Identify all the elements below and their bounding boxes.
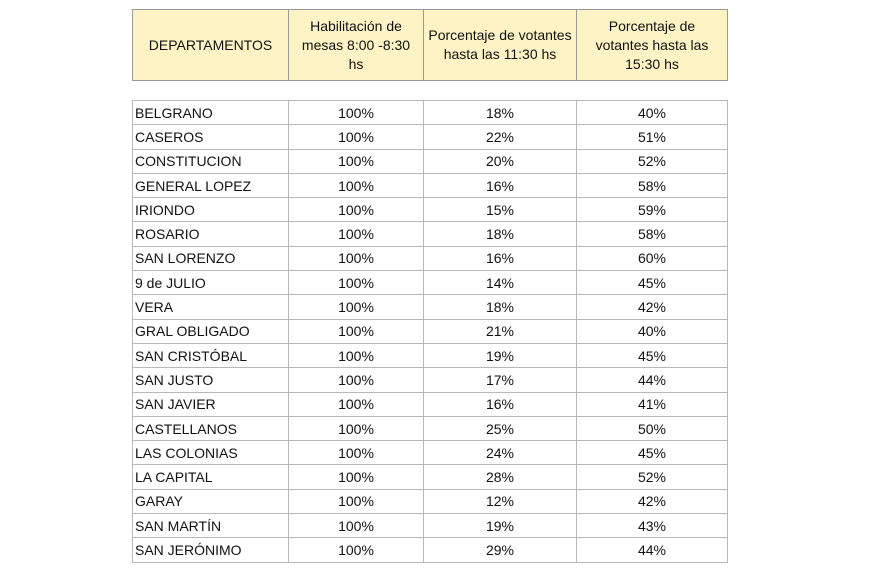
- header-porcentaje-1130: Porcentaje de votantes hasta las 11:30 hs: [424, 10, 577, 81]
- departamento-cell: GENERAL LOPEZ: [133, 173, 289, 197]
- table-row: [133, 441, 728, 465]
- departamento-cell: GRAL OBLIGADO: [133, 319, 289, 343]
- table-row: [133, 271, 728, 295]
- habilitacion-cell: 100%: [289, 149, 424, 173]
- habilitacion-cell: 100%: [289, 538, 424, 562]
- table-row: [133, 319, 728, 343]
- table-row: [133, 149, 728, 173]
- porcentaje-1130-cell: 17%: [424, 368, 577, 392]
- turnout-header-table: [132, 9, 728, 81]
- table-row: [133, 343, 728, 367]
- departamento-cell: SAN JAVIER: [133, 392, 289, 416]
- departamento-cell: BELGRANO: [133, 101, 289, 125]
- turnout-body-table: [132, 100, 728, 563]
- habilitacion-cell: 100%: [289, 173, 424, 197]
- porcentaje-1130-cell: 18%: [424, 222, 577, 246]
- table-row: [133, 465, 728, 489]
- porcentaje-1530-cell: 52%: [577, 465, 728, 489]
- porcentaje-1530-cell: 42%: [577, 489, 728, 513]
- habilitacion-cell: 100%: [289, 416, 424, 440]
- habilitacion-cell: 100%: [289, 392, 424, 416]
- habilitacion-cell: 100%: [289, 465, 424, 489]
- habilitacion-cell: 100%: [289, 222, 424, 246]
- porcentaje-1530-cell: 40%: [577, 319, 728, 343]
- porcentaje-1530-cell: 51%: [577, 125, 728, 149]
- table-row: [133, 392, 728, 416]
- header-departamentos: DEPARTAMENTOS: [133, 10, 289, 81]
- departamento-cell: CASTELLANOS: [133, 416, 289, 440]
- departamento-cell: CONSTITUCION: [133, 149, 289, 173]
- porcentaje-1130-cell: 16%: [424, 173, 577, 197]
- habilitacion-cell: 100%: [289, 271, 424, 295]
- departamento-cell: CASEROS: [133, 125, 289, 149]
- departamento-cell: GARAY: [133, 489, 289, 513]
- departamento-cell: SAN LORENZO: [133, 246, 289, 270]
- table-row: [133, 125, 728, 149]
- turnout-table-container: [132, 9, 727, 563]
- departamento-cell: SAN MARTÍN: [133, 514, 289, 538]
- porcentaje-1530-cell: 41%: [577, 392, 728, 416]
- porcentaje-1530-cell: 44%: [577, 538, 728, 562]
- header-row: [133, 10, 728, 81]
- header-habilitacion: Habilitación de mesas 8:00 -8:30 hs: [289, 10, 424, 81]
- porcentaje-1130-cell: 28%: [424, 465, 577, 489]
- table-row: [133, 368, 728, 392]
- table-gap: [132, 81, 727, 100]
- porcentaje-1130-cell: 19%: [424, 514, 577, 538]
- table-row: [133, 246, 728, 270]
- table-row: [133, 295, 728, 319]
- habilitacion-cell: 100%: [289, 198, 424, 222]
- departamento-cell: IRIONDO: [133, 198, 289, 222]
- porcentaje-1130-cell: 21%: [424, 319, 577, 343]
- table-row: [133, 489, 728, 513]
- porcentaje-1130-cell: 16%: [424, 246, 577, 270]
- porcentaje-1130-cell: 29%: [424, 538, 577, 562]
- porcentaje-1530-cell: 40%: [577, 101, 728, 125]
- table-row: [133, 538, 728, 562]
- table-row: [133, 222, 728, 246]
- porcentaje-1130-cell: 20%: [424, 149, 577, 173]
- porcentaje-1130-cell: 22%: [424, 125, 577, 149]
- departamento-cell: LA CAPITAL: [133, 465, 289, 489]
- departamento-cell: SAN JERÓNIMO: [133, 538, 289, 562]
- habilitacion-cell: 100%: [289, 295, 424, 319]
- habilitacion-cell: 100%: [289, 368, 424, 392]
- porcentaje-1530-cell: 45%: [577, 271, 728, 295]
- porcentaje-1530-cell: 58%: [577, 222, 728, 246]
- porcentaje-1130-cell: 25%: [424, 416, 577, 440]
- departamento-cell: ROSARIO: [133, 222, 289, 246]
- porcentaje-1530-cell: 45%: [577, 441, 728, 465]
- porcentaje-1530-cell: 42%: [577, 295, 728, 319]
- porcentaje-1530-cell: 50%: [577, 416, 728, 440]
- porcentaje-1130-cell: 18%: [424, 295, 577, 319]
- table-row: [133, 416, 728, 440]
- porcentaje-1530-cell: 43%: [577, 514, 728, 538]
- porcentaje-1130-cell: 15%: [424, 198, 577, 222]
- porcentaje-1130-cell: 12%: [424, 489, 577, 513]
- porcentaje-1530-cell: 52%: [577, 149, 728, 173]
- departamento-cell: VERA: [133, 295, 289, 319]
- habilitacion-cell: 100%: [289, 125, 424, 149]
- table-row: [133, 101, 728, 125]
- table-row: [133, 514, 728, 538]
- table-body: [133, 101, 728, 563]
- departamento-cell: 9 de JULIO: [133, 271, 289, 295]
- table-row: [133, 198, 728, 222]
- porcentaje-1130-cell: 24%: [424, 441, 577, 465]
- porcentaje-1130-cell: 19%: [424, 343, 577, 367]
- porcentaje-1530-cell: 58%: [577, 173, 728, 197]
- porcentaje-1530-cell: 60%: [577, 246, 728, 270]
- habilitacion-cell: 100%: [289, 489, 424, 513]
- porcentaje-1530-cell: 59%: [577, 198, 728, 222]
- departamento-cell: SAN JUSTO: [133, 368, 289, 392]
- porcentaje-1530-cell: 45%: [577, 343, 728, 367]
- habilitacion-cell: 100%: [289, 343, 424, 367]
- header-porcentaje-1530: Porcentaje de votantes hasta las 15:30 hs: [577, 10, 728, 81]
- habilitacion-cell: 100%: [289, 101, 424, 125]
- porcentaje-1130-cell: 18%: [424, 101, 577, 125]
- departamento-cell: LAS COLONIAS: [133, 441, 289, 465]
- habilitacion-cell: 100%: [289, 319, 424, 343]
- porcentaje-1130-cell: 14%: [424, 271, 577, 295]
- table-row: [133, 173, 728, 197]
- porcentaje-1130-cell: 16%: [424, 392, 577, 416]
- habilitacion-cell: 100%: [289, 514, 424, 538]
- porcentaje-1530-cell: 44%: [577, 368, 728, 392]
- habilitacion-cell: 100%: [289, 441, 424, 465]
- departamento-cell: SAN CRISTÓBAL: [133, 343, 289, 367]
- habilitacion-cell: 100%: [289, 246, 424, 270]
